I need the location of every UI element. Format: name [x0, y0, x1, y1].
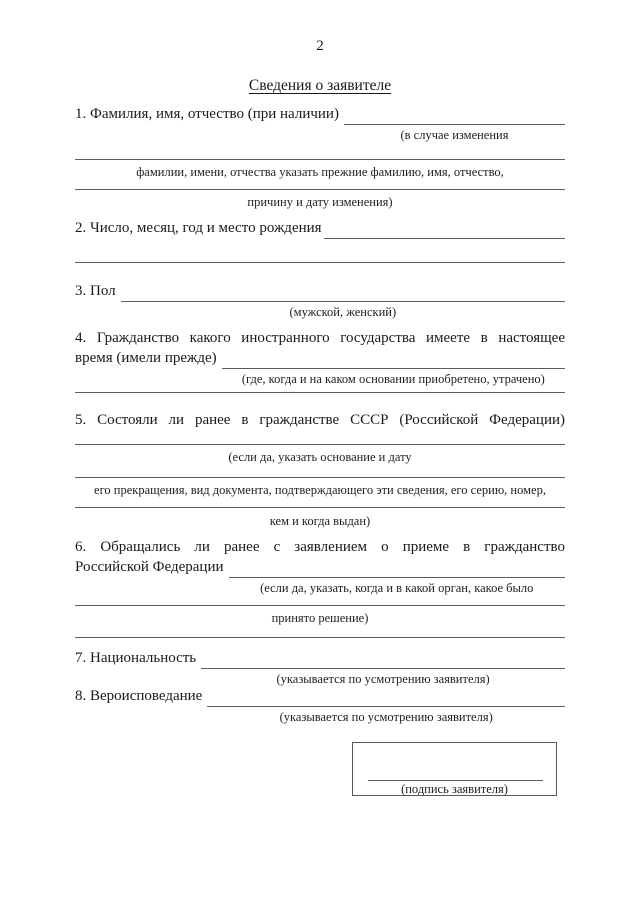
- item4-continuation-line[interactable]: [75, 392, 565, 393]
- item2-input-line[interactable]: [324, 218, 565, 239]
- item3-input-line[interactable]: [121, 281, 565, 302]
- section-title: Сведения о заявителе: [248, 77, 392, 94]
- item3-label: 3. Пол: [75, 283, 116, 299]
- item6-label-line1: 6. Обращались ли ранее с заявлением о приеме в гражданство: [75, 539, 565, 555]
- item1-hint-line3: причину и дату изменения): [247, 195, 393, 209]
- item5-hint-line2: его прекращения, вид документа, подтверждающего эти сведения, его серию, номер,: [94, 483, 546, 497]
- item8-hint: (указывается по усмотрению заявителя): [279, 710, 493, 724]
- item2-continuation-line[interactable]: [75, 262, 565, 263]
- item7-input-line[interactable]: [201, 648, 565, 669]
- item8-row: [75, 686, 565, 724]
- item4-field: [222, 348, 565, 386]
- item4-row: [75, 348, 565, 386]
- item1-field: [344, 104, 565, 142]
- item2-field: [324, 218, 565, 239]
- signature-line[interactable]: [368, 780, 543, 781]
- item1-continuation-line-2[interactable]: [75, 189, 565, 190]
- item8-label: 8. Вероисповедание: [75, 688, 203, 704]
- item5-hint-line3: кем и когда выдан): [269, 514, 371, 528]
- item6-continuation-line-2[interactable]: [75, 637, 565, 638]
- item6-continuation-line-1[interactable]: [75, 605, 565, 606]
- item1-input-line[interactable]: [344, 104, 565, 125]
- item4-hint: (где, когда и на каком основании приобретено, утрачено): [241, 372, 545, 386]
- item7-field: [201, 648, 565, 686]
- signature-box: [352, 742, 557, 796]
- item1-continuation-line-1[interactable]: [75, 159, 565, 160]
- item5-hint-line1: (если да, указать основание и дату: [228, 450, 412, 464]
- item5-answer-line-3[interactable]: [75, 507, 565, 508]
- item4-input-line[interactable]: [222, 348, 565, 369]
- item7-label: 7. Национальность: [75, 650, 197, 666]
- item3-field: [121, 281, 565, 319]
- item7-hint: (указывается по усмотрению заявителя): [276, 672, 490, 686]
- item5-label: 5. Состояли ли ранее в гражданстве СССР (Российской Федерации): [75, 412, 565, 428]
- form-content: [75, 0, 565, 796]
- item1-row: [75, 104, 565, 142]
- item4-label-line2: время (имели прежде): [75, 350, 217, 366]
- page-number: 2: [316, 38, 324, 54]
- signature-hint: (подпись заявителя): [401, 782, 508, 796]
- item6-row: [75, 557, 565, 595]
- item3-hint: (мужской, женский): [289, 305, 397, 319]
- item6-hint-line1: (если да, указать, когда и в какой орган, какое было: [260, 581, 534, 595]
- item4-label-line1: 4. Гражданство какого иностранного государства имеете в настоящее: [75, 330, 565, 346]
- item1-hint-line2: фамилии, имени, отчества указать прежние фамилию, имя, отчество,: [136, 165, 504, 179]
- item5-answer-line-1[interactable]: [75, 444, 565, 445]
- item8-input-line[interactable]: [207, 686, 565, 707]
- item2-label: 2. Число, месяц, год и место рождения: [75, 220, 322, 236]
- item1-label: 1. Фамилия, имя, отчество (при наличии): [75, 106, 339, 122]
- item3-row: [75, 281, 565, 319]
- item8-field: [207, 686, 565, 724]
- item6-label-line2: Российской Федерации: [75, 559, 224, 575]
- item2-row: [75, 218, 565, 239]
- item6-field: [229, 557, 565, 595]
- item6-input-line[interactable]: [229, 557, 565, 578]
- item1-hint-line1: (в случае изменения: [400, 128, 509, 142]
- item6-hint-line2: принято решение): [271, 611, 369, 625]
- item7-row: [75, 648, 565, 686]
- item5-answer-line-2[interactable]: [75, 477, 565, 478]
